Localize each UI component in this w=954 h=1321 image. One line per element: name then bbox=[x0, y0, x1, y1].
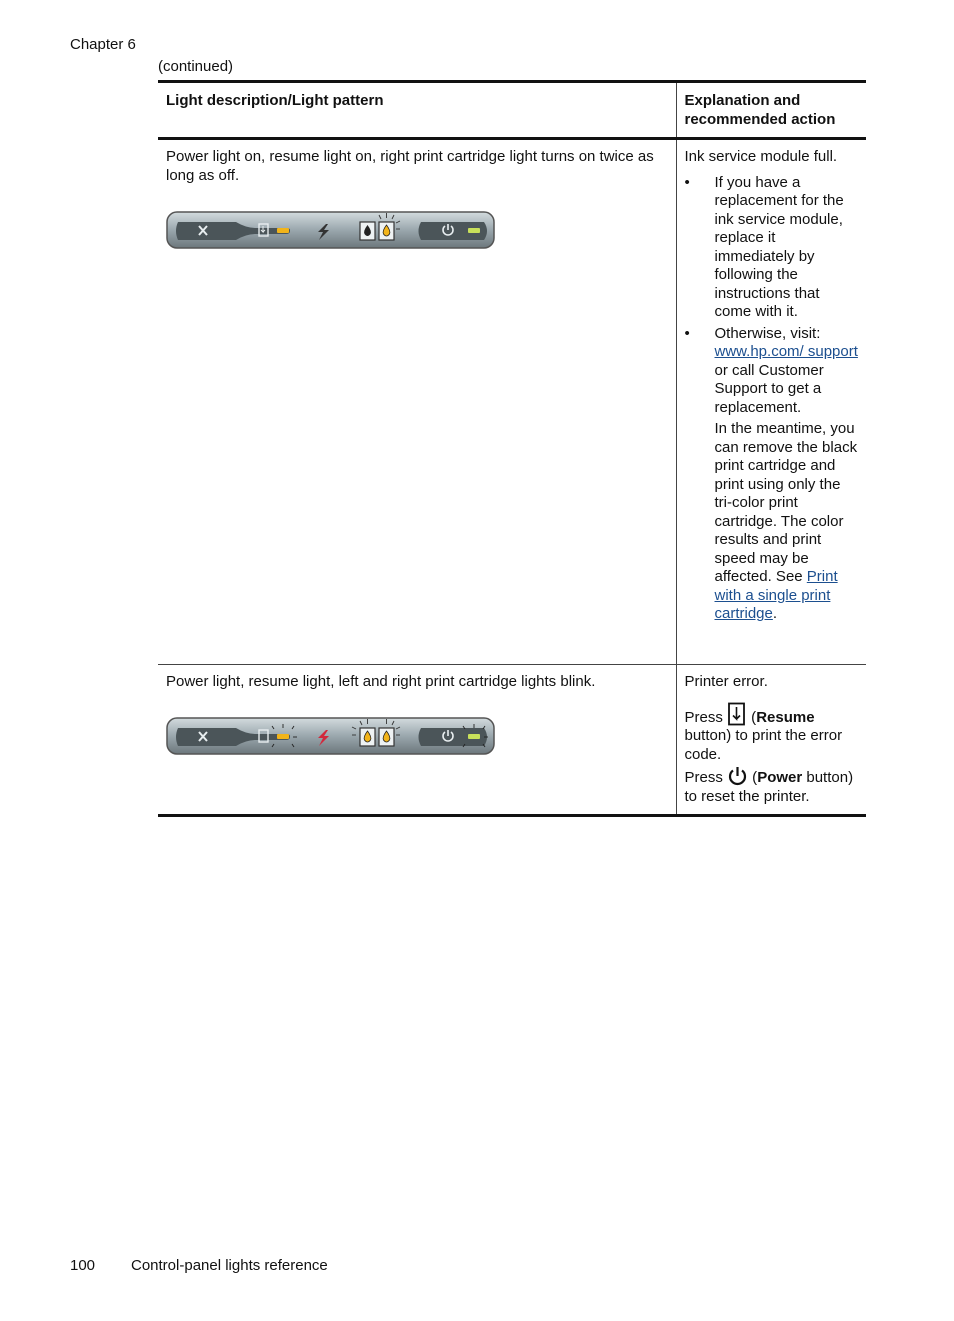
power-instruction-text: button) to reset the printer. bbox=[684, 769, 854, 805]
hp-support-link[interactable]: www.hp.com/ support bbox=[714, 343, 858, 360]
page-number: 100 bbox=[70, 1257, 96, 1274]
action-text: Otherwise, visit: bbox=[714, 324, 821, 342]
power-instruction bbox=[685, 766, 859, 806]
resume-light bbox=[277, 734, 289, 739]
table-row bbox=[158, 139, 866, 665]
table-header-row bbox=[158, 82, 866, 139]
power-light bbox=[468, 228, 480, 233]
resume-instruction bbox=[685, 702, 859, 765]
explanation-cell bbox=[676, 139, 866, 665]
list-item bbox=[685, 325, 859, 418]
control-panel-illustration bbox=[166, 210, 496, 252]
footer-section-title: Control-panel lights reference bbox=[131, 1257, 328, 1274]
left-cartridge-light bbox=[360, 222, 375, 240]
light-description-cell bbox=[158, 139, 676, 665]
explanation-cell bbox=[676, 665, 866, 816]
light-description: Power light on, resume light on, right print cartridge light turns on twice as long as off. bbox=[166, 148, 654, 184]
power-light bbox=[468, 734, 480, 739]
meantime-text: In the meantime, you can remove the black print cartridge and print using only the tri-color print cartridge. The color results and print speed may be affected. See bbox=[714, 420, 858, 585]
meantime-end: . bbox=[772, 605, 778, 622]
press-text: Press bbox=[684, 708, 728, 726]
control-panel-illustration bbox=[166, 716, 496, 758]
lights-table bbox=[158, 80, 866, 817]
light-description-cell bbox=[158, 665, 676, 816]
single-cartridge-link[interactable]: Print with a single print cartridge bbox=[714, 568, 838, 622]
list-item bbox=[685, 174, 859, 322]
action-list bbox=[685, 174, 859, 418]
paren-open: ( bbox=[748, 769, 758, 786]
action-text: If you have a replacement for the ink service module, replace it immediately by following the instructions that come with it. bbox=[714, 173, 844, 320]
continued-label: (continued) bbox=[158, 58, 234, 75]
power-icon bbox=[727, 766, 748, 786]
table-row bbox=[158, 665, 866, 816]
action-text: or call Customer Support to get a replacement. bbox=[714, 361, 824, 416]
light-description: Power light, resume light, left and right print cartridge lights blink. bbox=[166, 673, 596, 690]
column-header-light-pattern: Light description/Light pattern bbox=[158, 82, 676, 139]
power-button-name: Power bbox=[757, 769, 803, 786]
bullet-icon: • bbox=[684, 324, 690, 342]
resume-light bbox=[277, 228, 289, 233]
explanation-title: Ink service module full. bbox=[684, 148, 838, 165]
bullet-icon: • bbox=[684, 173, 690, 191]
meantime-paragraph bbox=[685, 420, 859, 624]
press-text: Press bbox=[684, 769, 728, 786]
resume-instruction-text: button) to print the error code. bbox=[684, 727, 843, 763]
paren-open: ( bbox=[747, 708, 757, 726]
resume-icon bbox=[727, 702, 747, 726]
chapter-label: Chapter 6 bbox=[70, 36, 136, 53]
column-header-explanation: Explanation and recommended action bbox=[684, 92, 836, 128]
explanation-title: Printer error. bbox=[684, 673, 768, 690]
resume-button-name: Resume bbox=[756, 708, 815, 726]
